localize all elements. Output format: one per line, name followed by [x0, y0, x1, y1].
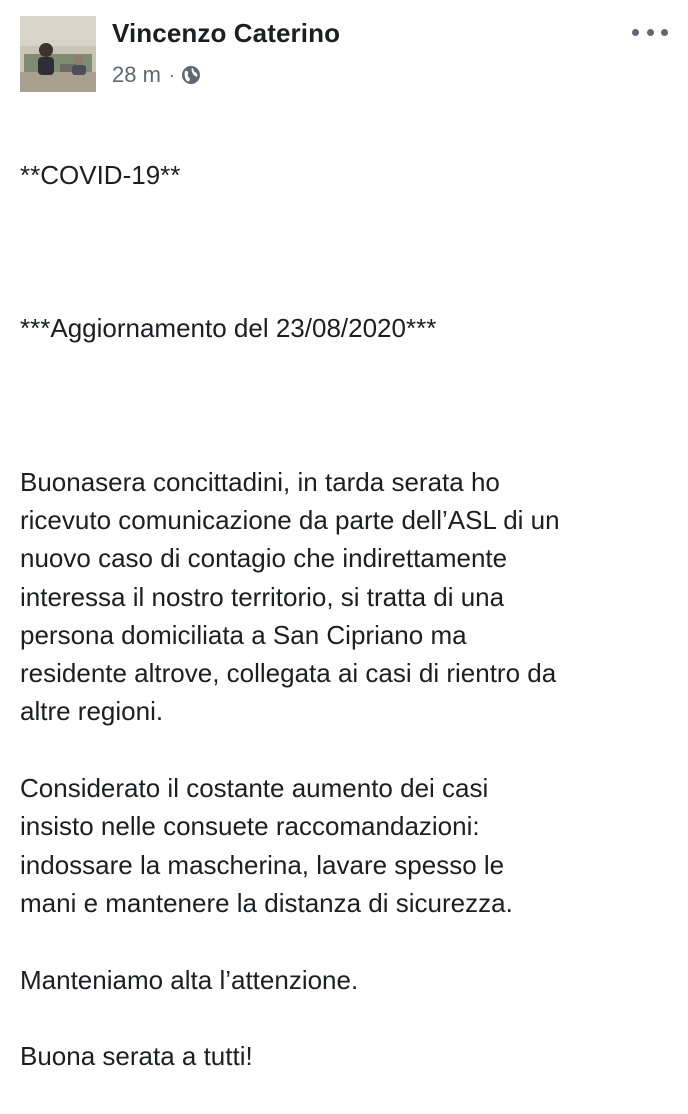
meta-separator: · [168, 64, 175, 85]
post-update-line: ***Aggiornamento del 23/08/2020*** [20, 313, 437, 344]
author-name[interactable]: Vincenzo Caterino [112, 18, 341, 48]
post-time[interactable]: 28 m [112, 62, 161, 87]
more-options-icon[interactable] [632, 22, 668, 42]
more-dot [632, 29, 639, 36]
more-dot [661, 29, 668, 36]
post-text [20, 118, 680, 1114]
globe-icon[interactable] [181, 65, 201, 85]
author-avatar[interactable] [20, 16, 96, 92]
more-dot [647, 29, 654, 36]
post-paragraph: Considerato il costante aumento dei casi insisto nelle consuete raccomandazioni: indossare la mascherina, lavare spesso le mani e mantenere la distanza di sicurezza. [20, 773, 513, 918]
post-title: **COVID-19** [20, 160, 181, 191]
post-paragraph: Manteniamo alta l’attenzione. [20, 964, 359, 995]
post-paragraph: Buonasera concittadini, in tarda serata ho ricevuto comunicazione da parte dell’ASL di un nuovo caso di contagio che indirettamente interessa il nostro territorio, si tratta di una persona domiciliata a San Cipriano ma residente altrove, collegata ai casi di rientro da altre regioni. [20, 466, 560, 727]
post-header [0, 0, 688, 100]
line-gap [20, 233, 680, 271]
line-gap [20, 386, 680, 424]
post-paragraph: Buona serata a tutti! [20, 1041, 253, 1072]
avatar-photo [20, 16, 96, 92]
post-meta [112, 60, 201, 90]
